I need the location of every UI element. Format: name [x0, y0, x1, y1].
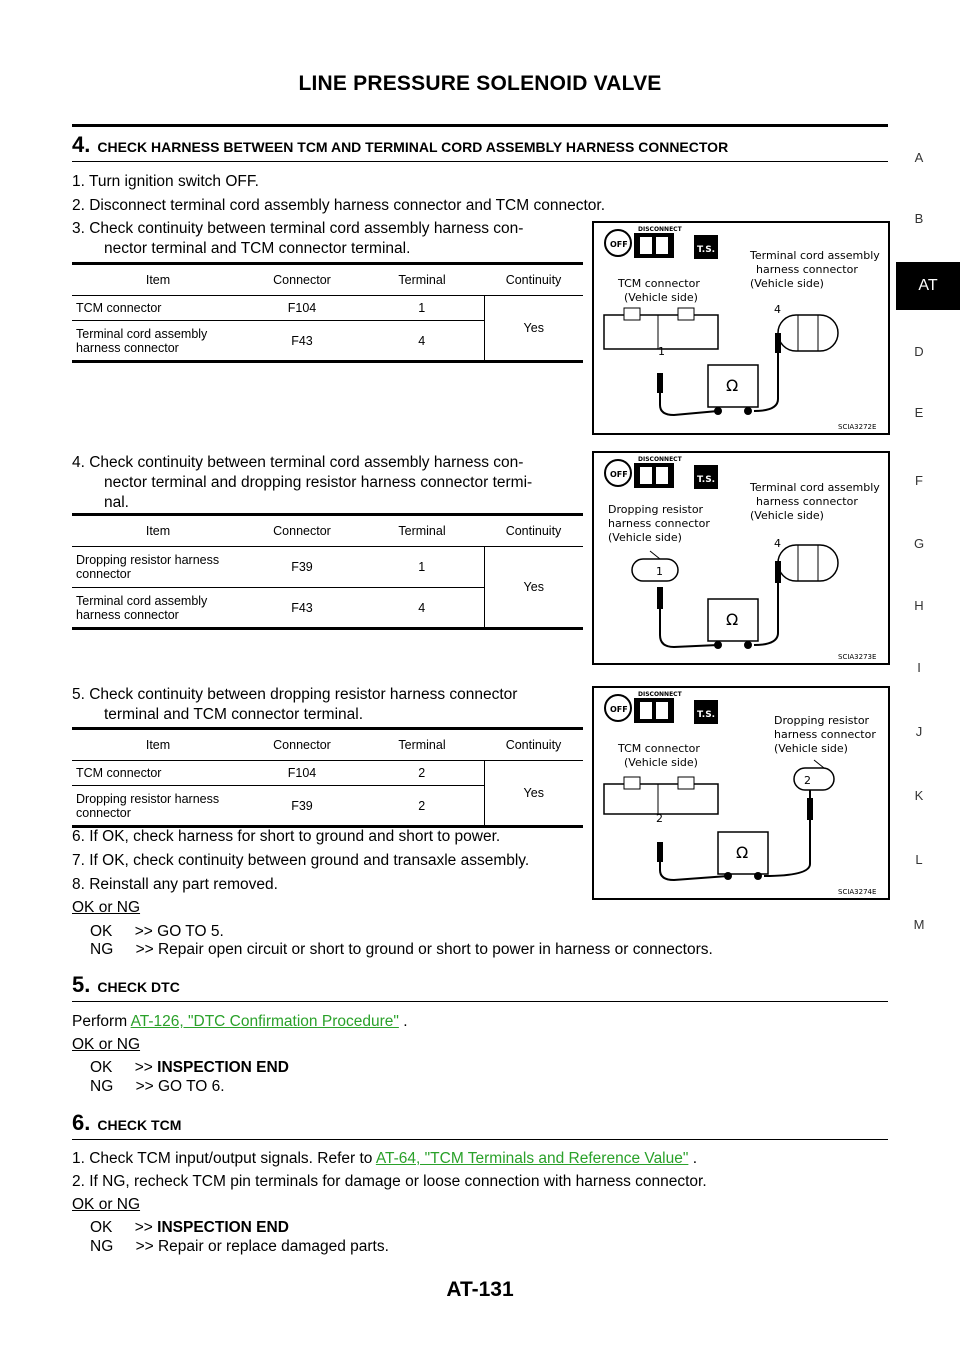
step4-check4-line3: nal. — [104, 494, 129, 511]
disconnect-icon — [634, 691, 683, 723]
step4-item-2: 2. Disconnect terminal cord assembly harness connector and TCM connector. — [72, 197, 605, 214]
ts-icon — [694, 235, 718, 259]
table-cell: F104 — [244, 761, 360, 786]
pin-label-right: 2 — [804, 774, 811, 787]
side-index-f[interactable]: F — [915, 473, 923, 488]
ng-text: Repair or replace damaged parts. — [157, 1238, 389, 1255]
table-cell: F39 — [244, 547, 360, 588]
wiring-figure-2 — [592, 451, 890, 665]
side-index-a[interactable]: A — [914, 150, 924, 165]
result-arrow: >> — [134, 923, 153, 940]
table-header: Connector — [244, 515, 360, 547]
ohmmeter-icon — [708, 365, 758, 415]
result-arrow: >> — [134, 1059, 153, 1076]
table-row — [72, 761, 583, 786]
table-cell: 2 — [360, 761, 484, 786]
table-header: Item — [72, 264, 244, 296]
off-label: OFF — [610, 705, 628, 714]
figure-label-left: Dropping resistor harness connector (Vehicle side) — [608, 503, 710, 544]
header-rule — [72, 124, 888, 127]
table-header: Item — [72, 515, 244, 547]
table-cell: Terminal cord assembly harness connector — [72, 588, 244, 629]
step4-rule — [72, 161, 888, 162]
continuity-table-1 — [72, 262, 583, 363]
pin-label-left: 2 — [656, 812, 663, 825]
step4-check4-line1: 4. Check continuity between terminal cord assembly harness con- — [72, 454, 524, 471]
step4-check5-line1: 5. Check continuity between dropping resistor harness connector — [72, 686, 518, 703]
result-arrow: >> — [135, 941, 154, 958]
svg-text:Ω: Ω — [726, 376, 739, 395]
side-index-g[interactable]: G — [913, 536, 925, 551]
step6-number: 6. — [72, 1110, 91, 1135]
side-index-at-active[interactable]: AT — [896, 262, 960, 310]
figure-id: SCIA3272E — [838, 423, 877, 431]
disconnect-label: DISCONNECT — [638, 226, 682, 233]
ts-icon — [694, 465, 718, 489]
side-index-b[interactable]: B — [914, 211, 924, 226]
pin-label-right: 4 — [774, 537, 781, 550]
multimeter-off-icon — [605, 230, 631, 256]
table-cell: 1 — [360, 296, 484, 321]
table-result: Yes — [484, 761, 583, 827]
tcm-connector-shape — [604, 777, 718, 814]
ok-label: OK — [90, 1059, 113, 1076]
step6-rule — [72, 1139, 888, 1140]
table-header: Terminal — [360, 729, 484, 761]
page-number: AT-131 — [446, 1278, 514, 1301]
step4-number: 4. — [72, 132, 91, 157]
dtc-confirmation-link[interactable]: AT-126, "DTC Confirmation Procedure" — [130, 1013, 399, 1030]
ohmmeter-icon — [718, 832, 768, 880]
ts-label: T.S. — [697, 710, 716, 720]
side-index-k[interactable]: K — [914, 788, 924, 803]
step5-ok-or-ng: OK or NG — [72, 1036, 141, 1053]
step4-check4-line2: nector terminal and dropping resistor harness connector termi- — [104, 474, 533, 491]
table-header: Continuity — [484, 729, 583, 761]
step6-ok-or-ng: OK or NG — [72, 1196, 141, 1213]
step6-item-1: 1. Check TCM input/output signals. Refer to AT-64, "TCM Terminals and Reference Value" . — [72, 1150, 697, 1167]
side-index-l[interactable]: L — [915, 852, 923, 867]
off-label: OFF — [610, 240, 628, 249]
ok-text: GO TO 5. — [157, 923, 224, 940]
table-cell: F43 — [244, 588, 360, 629]
table-header: Continuity — [484, 264, 583, 296]
step4-item-8: 8. Reinstall any part removed. — [72, 876, 278, 893]
ts-label: T.S. — [697, 245, 716, 255]
ng-label: NG — [90, 1078, 114, 1095]
tcm-connector-shape — [604, 308, 718, 349]
step4-check3-line2: nector terminal and TCM connector terminal. — [104, 240, 411, 257]
table-row — [72, 547, 583, 588]
dropping-resistor-connector-shape — [632, 551, 678, 581]
step5-ng-result — [90, 1077, 225, 1097]
side-index-m[interactable]: M — [913, 917, 925, 932]
table-cell: F39 — [244, 786, 360, 827]
off-label: OFF — [610, 470, 628, 479]
step4-title: CHECK HARNESS BETWEEN TCM AND TERMINAL CORD ASSEMBLY HARNESS CONNECTOR — [97, 139, 729, 155]
svg-text:Ω: Ω — [736, 843, 749, 862]
disconnect-icon — [634, 226, 683, 258]
step4-item-7: 7. If OK, check continuity between ground and transaxle assembly. — [72, 852, 530, 869]
figure-label-right: Dropping resistor harness connector (Vehicle side) — [774, 714, 876, 755]
table-cell: 1 — [360, 547, 484, 588]
ok-label: OK — [90, 923, 113, 940]
table-cell: Dropping resistor harness connector — [72, 547, 244, 588]
result-arrow: >> — [135, 1078, 154, 1095]
table-cell: Terminal cord assembly harness connector — [72, 321, 244, 362]
table-cell: 4 — [360, 321, 484, 362]
step4-check3-line1: 3. Check continuity between terminal cord assembly harness con- — [72, 220, 524, 237]
figure-label-right: Terminal cord assembly harness connector (Vehicle side) — [750, 249, 880, 290]
ohmmeter-icon — [708, 599, 758, 649]
pin-label-left: 1 — [656, 565, 663, 578]
side-index-h[interactable]: H — [914, 598, 924, 613]
table-cell: TCM connector — [72, 761, 244, 786]
step4-heading — [72, 132, 728, 158]
table-cell: F104 — [244, 296, 360, 321]
side-index-j[interactable]: J — [915, 724, 923, 739]
table-cell: F43 — [244, 321, 360, 362]
continuity-table-2 — [72, 513, 583, 630]
pin-label-left: 1 — [658, 345, 665, 358]
table-cell: TCM connector — [72, 296, 244, 321]
multimeter-off-icon — [605, 695, 631, 721]
step4-ng-result — [90, 940, 713, 960]
table-header: Connector — [244, 729, 360, 761]
ng-text: Repair open circuit or short to ground or short to power in harness or connectors. — [157, 941, 713, 958]
table-cell: 2 — [360, 786, 484, 827]
dropping-resistor-connector-shape — [794, 760, 834, 790]
side-index-d[interactable]: D — [914, 344, 924, 359]
tcm-terminals-link[interactable]: AT-64, "TCM Terminals and Reference Value" — [375, 1150, 689, 1167]
step6-item-2: 2. If NG, recheck TCM pin terminals for damage or loose connection with harness connector. — [72, 1173, 707, 1190]
table-cell: Dropping resistor harness connector — [72, 786, 244, 827]
result-arrow: >> — [135, 1238, 154, 1255]
terminal-cord-connector-shape — [778, 545, 838, 581]
step4-ok-result — [90, 922, 224, 942]
step6-title: CHECK TCM — [97, 1117, 182, 1133]
ng-label: NG — [90, 941, 114, 958]
step4-check5-line2: terminal and TCM connector terminal. — [104, 706, 364, 723]
result-arrow: >> — [134, 1219, 153, 1236]
step5-title: CHECK DTC — [97, 979, 180, 995]
figure-id: SCIA3273E — [838, 653, 877, 661]
ng-text: GO TO 6. — [157, 1078, 225, 1095]
table-header: Terminal — [360, 515, 484, 547]
step4-ok-or-ng: OK or NG — [72, 899, 141, 916]
terminal-cord-connector-shape — [778, 315, 838, 351]
step4-item-6: 6. If OK, check harness for short to ground and short to power. — [72, 828, 501, 845]
disconnect-label: DISCONNECT — [638, 456, 682, 463]
table-row — [72, 296, 583, 321]
multimeter-off-icon — [605, 460, 631, 486]
ng-label: NG — [90, 1238, 114, 1255]
ok-label: OK — [90, 1219, 113, 1236]
continuity-table-3 — [72, 727, 583, 828]
figure-id: SCIA3274E — [838, 888, 877, 896]
ts-icon — [694, 700, 718, 724]
wiring-figure-3 — [592, 686, 890, 900]
disconnect-icon — [634, 456, 683, 488]
table-cell: 4 — [360, 588, 484, 629]
page-title: LINE PRESSURE SOLENOID VALVE — [298, 72, 662, 95]
step5-rule — [72, 1001, 888, 1002]
step5-ok-result — [90, 1058, 289, 1078]
wiring-figure-1 — [592, 221, 890, 435]
ok-text: INSPECTION END — [157, 1059, 289, 1076]
step5-perform: Perform AT-126, "DTC Confirmation Procedure" . — [72, 1013, 408, 1030]
step6-heading — [72, 1110, 181, 1136]
disconnect-label: DISCONNECT — [638, 691, 682, 698]
table-header: Connector — [244, 264, 360, 296]
svg-text:Ω: Ω — [726, 610, 739, 629]
ok-text: INSPECTION END — [157, 1219, 289, 1236]
table-result: Yes — [484, 296, 583, 362]
ts-label: T.S. — [697, 475, 716, 485]
step5-heading — [72, 972, 180, 998]
side-index-e[interactable]: E — [914, 405, 924, 420]
step5-number: 5. — [72, 972, 91, 997]
figure-label-left: TCM connector (Vehicle side) — [618, 277, 700, 304]
table-header: Item — [72, 729, 244, 761]
figure-label-right: Terminal cord assembly harness connector (Vehicle side) — [750, 481, 880, 522]
pin-label-right: 4 — [774, 303, 781, 316]
step6-ng-result — [90, 1237, 389, 1257]
table-header: Terminal — [360, 264, 484, 296]
side-index-i[interactable]: I — [917, 660, 921, 675]
table-header: Continuity — [484, 515, 583, 547]
step6-ok-result — [90, 1218, 289, 1238]
figure-label-left: TCM connector (Vehicle side) — [618, 742, 700, 769]
step4-item-1: 1. Turn ignition switch OFF. — [72, 173, 259, 190]
table-result: Yes — [484, 547, 583, 629]
